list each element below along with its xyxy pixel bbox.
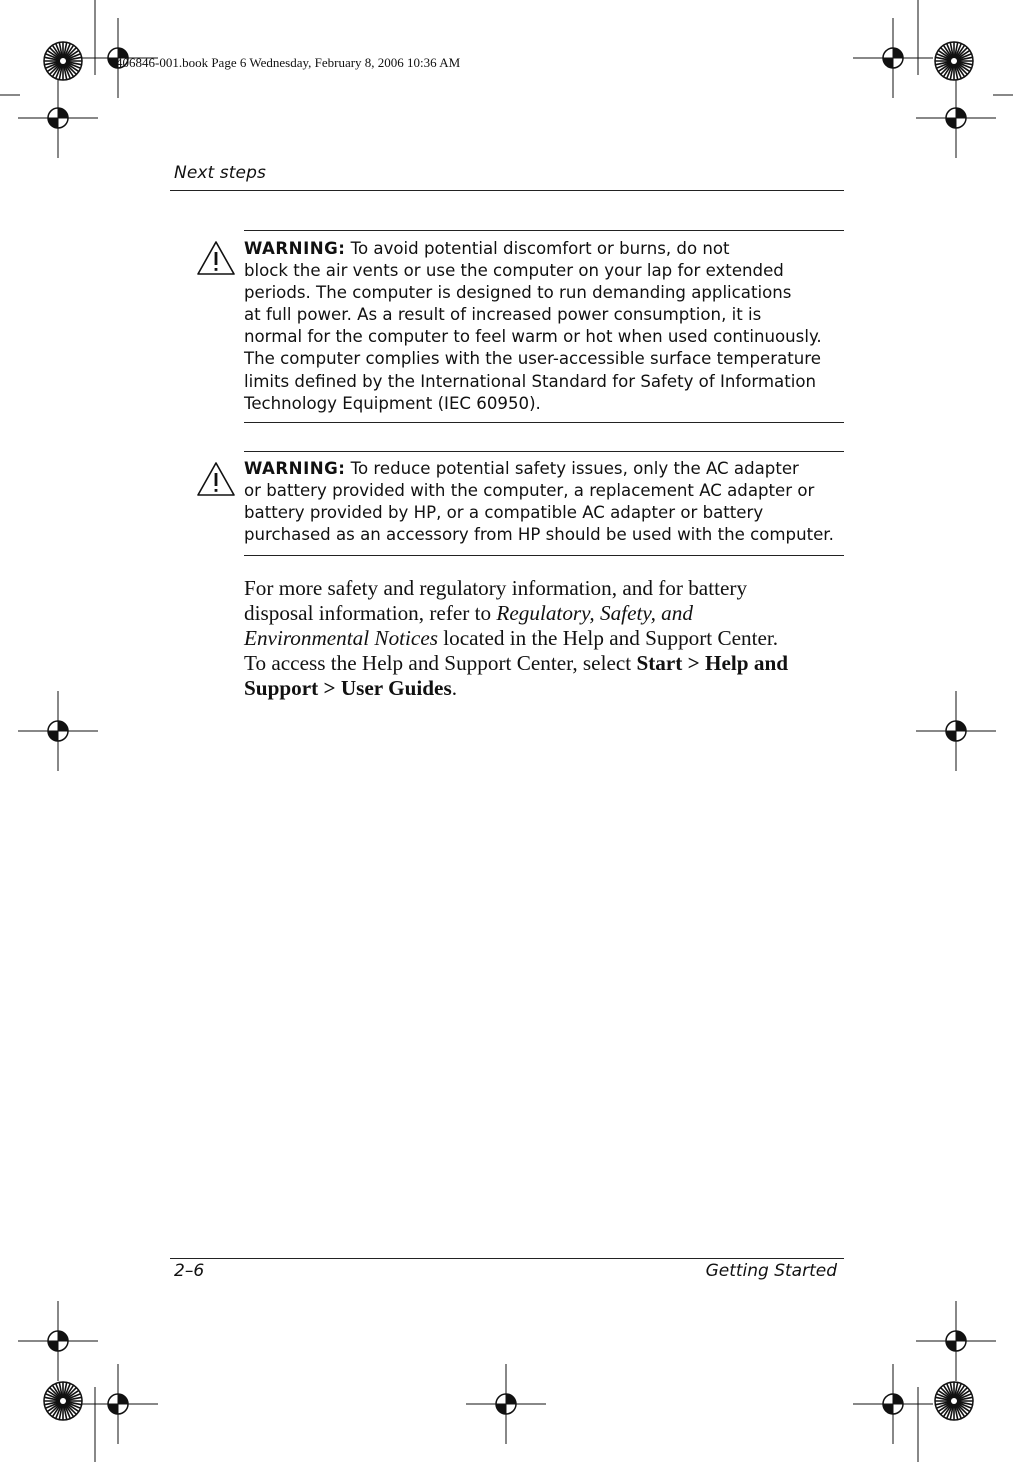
warning-1-bottom-rule [244,422,844,423]
warning-2-top-rule [244,451,844,452]
warning-1-line-7: limits defined by the International Standard for Safety of Information [244,371,816,391]
warning-2-bottom-rule [244,555,844,556]
warning-2-line-4: purchased as an accessory from HP should be used with the computer. [244,525,834,545]
body-line-3 [244,626,788,651]
body-line-5 [244,676,788,701]
header-rule [170,190,844,191]
warning-1-line-1 [244,238,822,260]
print-slug: 406846-001.book Page 6 Wednesday, February 8, 2006 10:36 AM [116,55,461,70]
body-line-5-text: . [451,676,458,700]
warning-2-caution-icon [196,461,236,497]
body-paragraph [244,576,788,701]
warning-1-text [244,238,822,415]
warning-1-label: WARNING: [244,239,346,258]
warning-2-line-1-text: To reduce potential safety issues, only the AC adapter [350,459,799,478]
doc-reference-title-part-1: Regulatory, Safety, and [496,601,693,625]
menu-path-part-1: Start > Help and [636,651,789,675]
body-line-3-text: located in the Help and Support Center. [438,626,779,650]
warning-2-line-2: or battery provided with the computer, a replacement AC adapter or [244,481,815,501]
body-line-4-text: To access the Help and Support Center, select [244,651,637,675]
warning-1-line-5: normal for the computer to feel warm or hot when used continuously. [244,327,822,347]
warning-1-line-8: Technology Equipment (IEC 60950). [244,393,541,413]
warning-1-line-2: block the air vents or use the computer on your lap for extended [244,261,784,281]
menu-path-part-2: Support > User Guides [244,676,452,700]
warning-1-line-6: The computer complies with the user-accessible surface temperature [244,349,821,369]
warning-2-line-1 [244,458,834,480]
doc-reference-title-part-2: Environmental Notices [244,626,438,650]
warning-1-line-1-text: To avoid potential discomfort or burns, do not [350,239,730,258]
warning-1-caution-icon [196,240,236,276]
warning-1-top-rule [244,230,844,231]
running-header-title: Next steps [174,163,266,183]
footer-page-number: 2–6 [174,1261,205,1281]
body-line-2-text: disposal information, refer to [244,601,497,625]
warning-1-line-4: at full power. As a result of increased power consumption, it is [244,305,762,325]
warning-2-label: WARNING: [244,459,346,478]
body-line-4 [244,651,788,676]
body-line-2 [244,601,788,626]
warning-2-line-3: battery provided by HP, or a compatible AC adapter or battery [244,503,764,523]
warning-1-line-3: periods. The computer is designed to run demanding applications [244,283,792,303]
footer-rule [170,1258,844,1259]
footer-book-title: Getting Started [705,1261,837,1281]
body-line-1: For more safety and regulatory information, and for battery [244,576,748,600]
warning-2-text [244,458,834,546]
